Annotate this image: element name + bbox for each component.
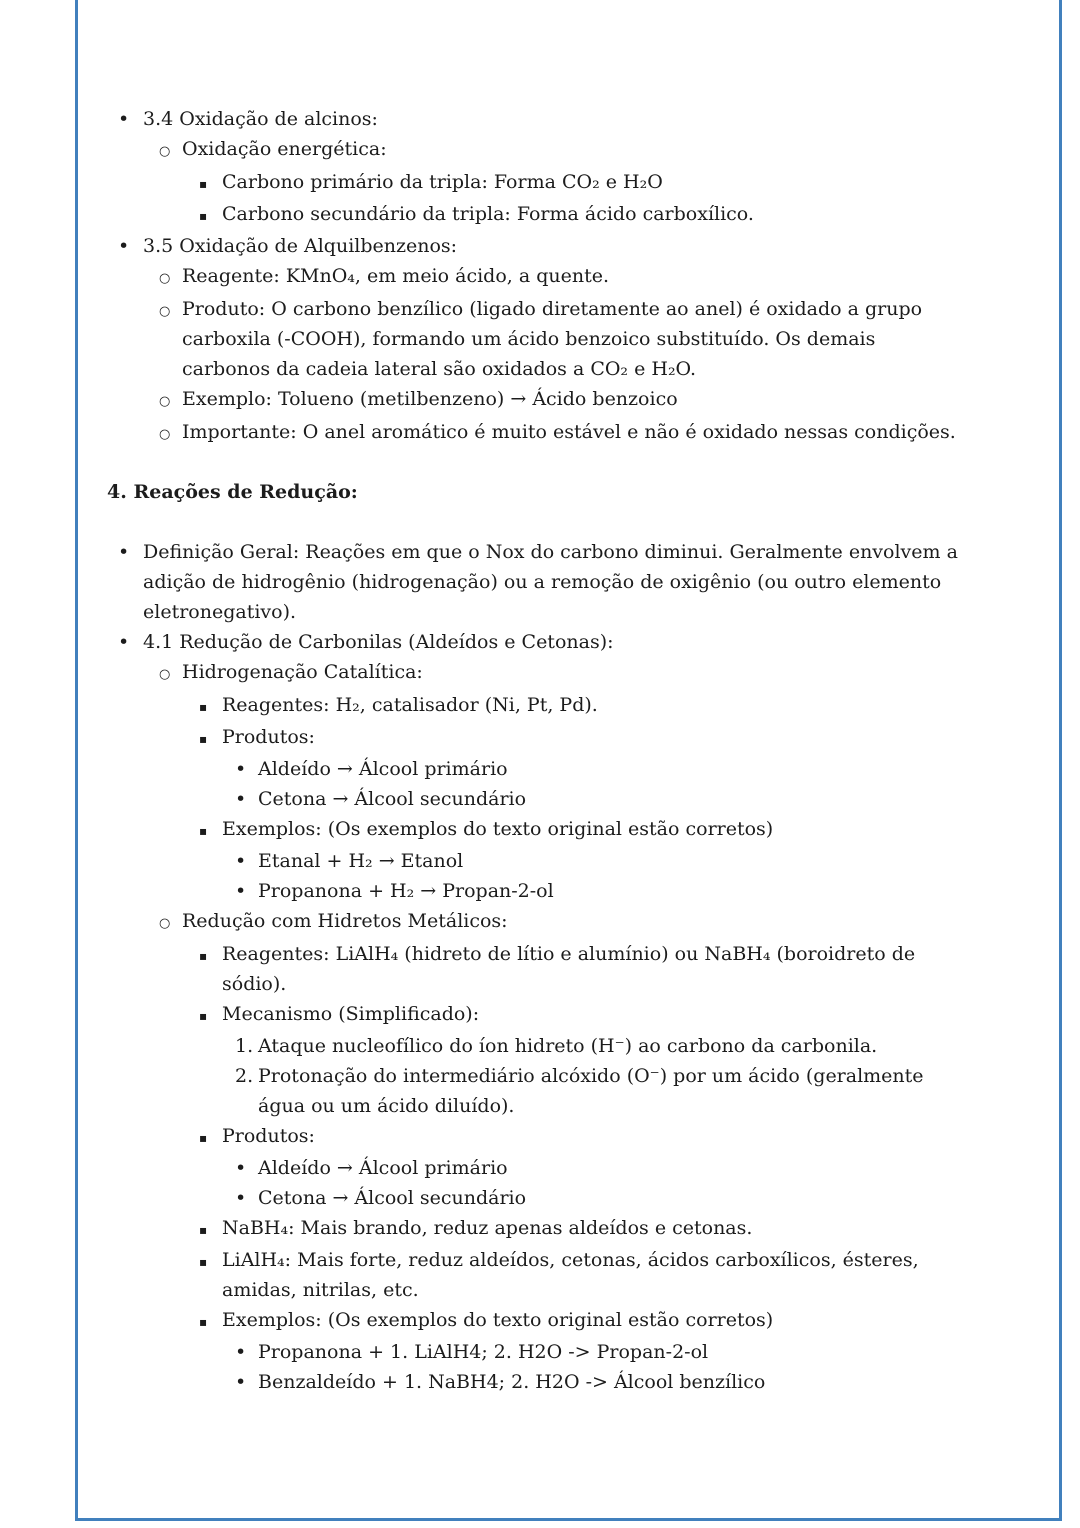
list-item bbox=[0, 999, 968, 1031]
item-text: Ataque nucleofílico do íon hidreto (H⁻) ao carbono da carbonila. bbox=[258, 1035, 878, 1057]
item-text: Carbono primário da tripla: Forma CO₂ e H₂O bbox=[222, 171, 663, 193]
list-item bbox=[0, 294, 968, 384]
bullet-marker: ▪ bbox=[199, 1223, 208, 1237]
list-item bbox=[0, 657, 968, 690]
item-text: Reagentes: LiAlH₄ (hidreto de lítio e alumínio) ou NaBH₄ (boroidreto de sódio). bbox=[222, 943, 916, 995]
list-item bbox=[0, 1337, 968, 1367]
list-item bbox=[0, 784, 968, 814]
bullet-marker: ○ bbox=[159, 427, 171, 442]
list-item bbox=[0, 906, 968, 939]
bullet-marker: ▪ bbox=[199, 177, 208, 191]
bullet-marker: ▪ bbox=[199, 732, 208, 746]
list-item bbox=[0, 167, 968, 199]
item-text: Cetona → Álcool secundário bbox=[258, 788, 527, 810]
list-item bbox=[0, 537, 968, 627]
list-item bbox=[0, 1305, 968, 1337]
item-text: Redução com Hidretos Metálicos: bbox=[182, 910, 508, 932]
bullet-marker: ○ bbox=[159, 271, 171, 286]
item-text: Produto: O carbono benzílico (ligado diretamente ao anel) é oxidado a grupo carboxila (-COOH), formando um ácido benzoico substituído. Os demais carbonos da cadeia lateral são oxidados a CO₂ e H₂O. bbox=[182, 298, 923, 380]
list-item bbox=[0, 1183, 968, 1213]
bullet-marker: • bbox=[235, 758, 247, 780]
bullet-marker: ▪ bbox=[199, 1131, 208, 1145]
bullet-marker: • bbox=[118, 541, 130, 563]
bullet-marker: • bbox=[235, 1187, 247, 1209]
bullet-marker: ▪ bbox=[199, 949, 208, 963]
item-text: Aldeído → Álcool primário bbox=[258, 1157, 508, 1179]
bullet-marker: • bbox=[118, 235, 130, 257]
list-item bbox=[0, 627, 968, 657]
bullet-marker: • bbox=[235, 1157, 247, 1179]
bullet-marker: ○ bbox=[159, 144, 171, 159]
bullet-marker: • bbox=[118, 631, 130, 653]
item-text: Cetona → Álcool secundário bbox=[258, 1187, 527, 1209]
list-item bbox=[0, 261, 968, 294]
list-item bbox=[0, 134, 968, 167]
numbered-list-item bbox=[0, 1061, 968, 1121]
bullet-marker: • bbox=[235, 1341, 247, 1363]
item-text: Exemplos: (Os exemplos do texto original estão corretos) bbox=[222, 818, 774, 840]
item-text: Mecanismo (Simplificado): bbox=[222, 1003, 480, 1025]
list-item bbox=[0, 1367, 968, 1397]
item-text: Benzaldeído + 1. NaBH4; 2. H2O -> Álcool benzílico bbox=[258, 1371, 766, 1393]
bullet-marker: ▪ bbox=[199, 1009, 208, 1023]
list-item bbox=[0, 1121, 968, 1153]
item-text: Importante: O anel aromático é muito estável e não é oxidado nessas condições. bbox=[182, 421, 956, 443]
list-item bbox=[0, 384, 968, 417]
item-text: 3.4 Oxidação de alcinos: bbox=[143, 108, 378, 130]
list-item bbox=[0, 814, 968, 846]
bullet-marker: ▪ bbox=[199, 209, 208, 223]
item-text: Reagente: KMnO₄, em meio ácido, a quente. bbox=[182, 265, 610, 287]
bullet-marker: ▪ bbox=[199, 1315, 208, 1329]
item-text: Aldeído → Álcool primário bbox=[258, 758, 508, 780]
list-item bbox=[0, 939, 968, 999]
item-text: Propanona + 1. LiAlH4; 2. H2O -> Propan-2-ol bbox=[258, 1341, 709, 1363]
bullet-marker: ○ bbox=[159, 394, 171, 409]
item-text: NaBH₄: Mais brando, reduz apenas aldeídos e cetonas. bbox=[222, 1217, 753, 1239]
bullet-marker: ▪ bbox=[199, 824, 208, 838]
section-heading: 4. Reações de Redução: bbox=[107, 481, 358, 503]
list-item bbox=[0, 1245, 968, 1305]
number-marker: 1. bbox=[235, 1035, 254, 1057]
list-item bbox=[0, 846, 968, 876]
item-text: Definição Geral: Reações em que o Nox do carbono diminui. Geralmente envolvem a adição de hidrogênio (hidrogenação) ou a remoção de oxigênio (ou outro elemento eletronegativo). bbox=[143, 541, 958, 623]
item-text: Propanona + H₂ → Propan-2-ol bbox=[258, 880, 554, 902]
list-item bbox=[0, 1153, 968, 1183]
item-text: Exemplos: (Os exemplos do texto original estão corretos) bbox=[222, 1309, 774, 1331]
bullet-marker: • bbox=[235, 850, 247, 872]
bullet-marker: ▪ bbox=[199, 700, 208, 714]
list-item bbox=[0, 690, 968, 722]
item-text: Etanal + H₂ → Etanol bbox=[258, 850, 464, 872]
document-content bbox=[0, 104, 1080, 1397]
list-item bbox=[0, 199, 968, 231]
item-text: Exemplo: Tolueno (metilbenzeno) → Ácido benzoico bbox=[182, 388, 678, 410]
item-text: 3.5 Oxidação de Alquilbenzenos: bbox=[143, 235, 458, 257]
item-text: LiAlH₄: Mais forte, reduz aldeídos, cetonas, ácidos carboxílicos, ésteres, amidas, nitrilas, etc. bbox=[222, 1249, 919, 1301]
bullet-marker: • bbox=[235, 1371, 247, 1393]
list-item bbox=[0, 231, 968, 261]
list-item bbox=[0, 722, 968, 754]
item-text: Reagentes: H₂, catalisador (Ni, Pt, Pd). bbox=[222, 694, 598, 716]
item-text: Hidrogenação Catalítica: bbox=[182, 661, 423, 683]
item-text: 4.1 Redução de Carbonilas (Aldeídos e Cetonas): bbox=[143, 631, 614, 653]
number-marker: 2. bbox=[235, 1065, 254, 1087]
list-item bbox=[0, 1213, 968, 1245]
list-item bbox=[0, 104, 968, 134]
bullet-marker: ○ bbox=[159, 304, 171, 319]
list-item bbox=[0, 876, 968, 906]
bullet-marker: ○ bbox=[159, 916, 171, 931]
bullet-marker: ▪ bbox=[199, 1255, 208, 1269]
item-text: Produtos: bbox=[222, 726, 315, 748]
bullet-marker: • bbox=[235, 788, 247, 810]
list-item bbox=[0, 417, 968, 450]
item-text: Produtos: bbox=[222, 1125, 315, 1147]
item-text: Protonação do intermediário alcóxido (O⁻) por um ácido (geralmente água ou um ácido diluído). bbox=[258, 1065, 924, 1117]
item-text: Carbono secundário da tripla: Forma ácido carboxílico. bbox=[222, 203, 754, 225]
item-text: Oxidação energética: bbox=[182, 138, 387, 160]
list-item bbox=[0, 754, 968, 784]
bullet-marker: ○ bbox=[159, 667, 171, 682]
bullet-marker: • bbox=[235, 880, 247, 902]
numbered-list-item bbox=[0, 1031, 968, 1061]
bullet-marker: • bbox=[118, 108, 130, 130]
